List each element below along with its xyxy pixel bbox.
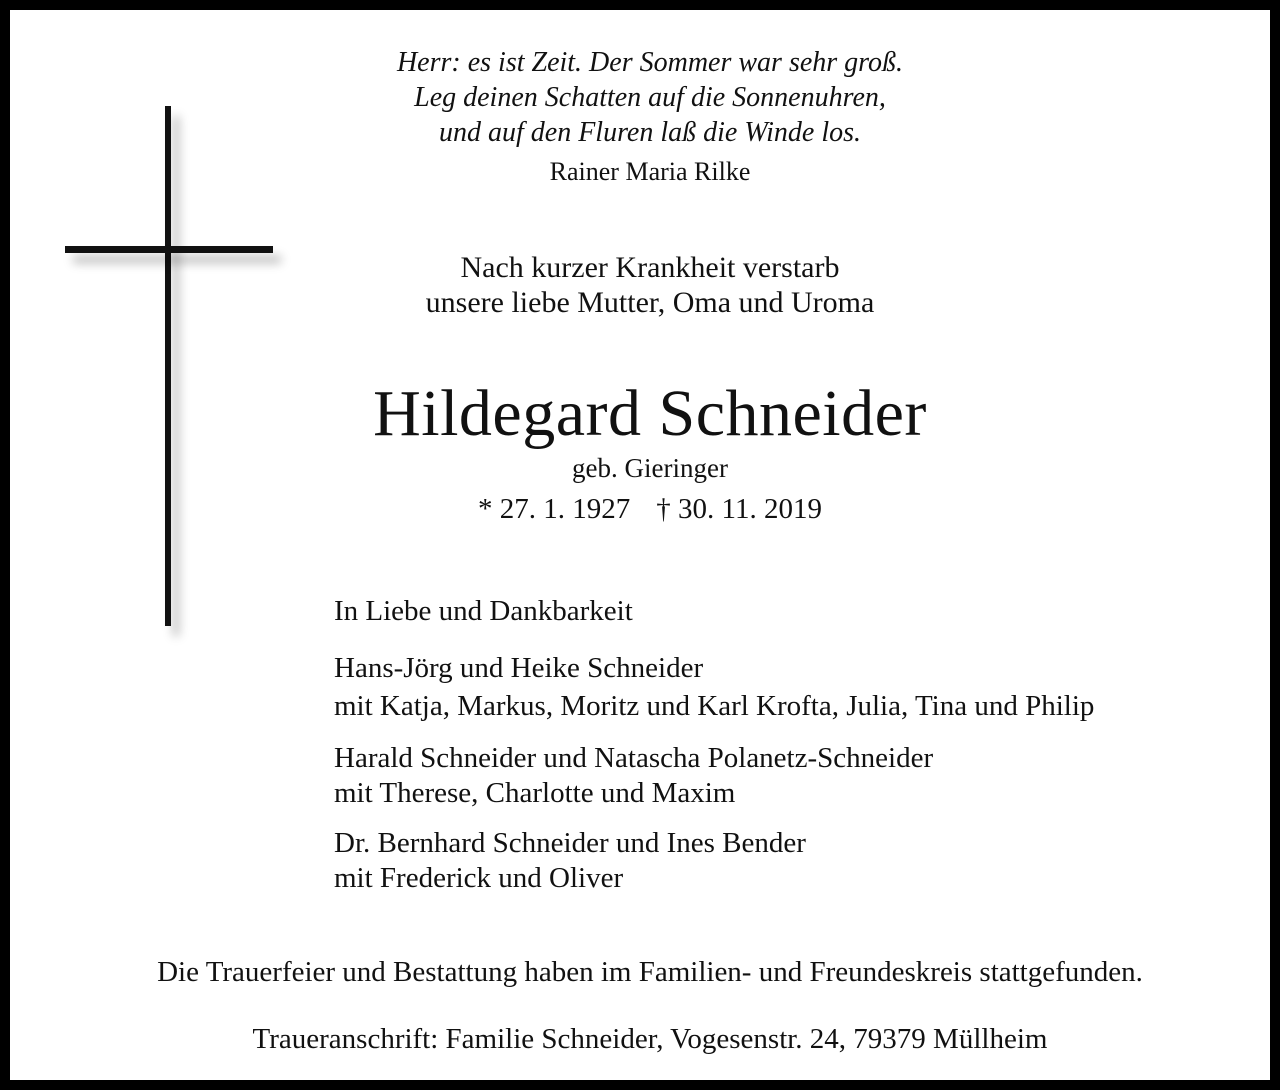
poem-line-1: Herr: es ist Zeit. Der Sommer war sehr groß.	[396, 47, 904, 78]
intro-line-1: Nach kurzer Krankheit verstarb	[460, 251, 840, 284]
poem-line-3: und auf den Fluren laß die Winde los.	[438, 117, 862, 148]
ceremony-note: Die Trauerfeier und Bestattung haben im Familien- und Freundeskreis stattgefunden.	[157, 956, 1143, 988]
family-1-line-1: Hans-Jörg und Heike Schneider	[334, 652, 704, 684]
mourning-address: Traueranschrift: Familie Schneider, Vogesenstr. 24, 79379 Müllheim	[252, 1023, 1048, 1055]
intro-line-2: unsere liebe Mutter, Oma und Uroma	[425, 286, 875, 319]
birth-name: geb. Gieringer	[572, 453, 728, 483]
poem-line-2: Leg deinen Schatten auf die Sonnenuhren,	[414, 82, 886, 113]
life-dates	[10, 492, 1280, 526]
mourners-intro: In Liebe und Dankbarkeit	[334, 595, 633, 627]
family-2-line-2: mit Therese, Charlotte und Maxim	[334, 777, 736, 809]
family-3-line-2: mit Frederick und Oliver	[334, 862, 624, 894]
birth-date: * 27. 1. 1927	[478, 493, 631, 525]
family-2-line-1: Harald Schneider und Natascha Polanetz-Schneider	[334, 742, 934, 774]
deceased-name: Hildegard Schneider	[373, 377, 927, 450]
death-date: † 30. 11. 2019	[656, 493, 822, 525]
family-1-line-2: mit Katja, Markus, Moritz und Karl Krofta, Julia, Tina und Philip	[334, 690, 1095, 722]
poem-author: Rainer Maria Rilke	[549, 157, 751, 186]
family-3-line-1: Dr. Bernhard Schneider und Ines Bender	[334, 827, 806, 859]
